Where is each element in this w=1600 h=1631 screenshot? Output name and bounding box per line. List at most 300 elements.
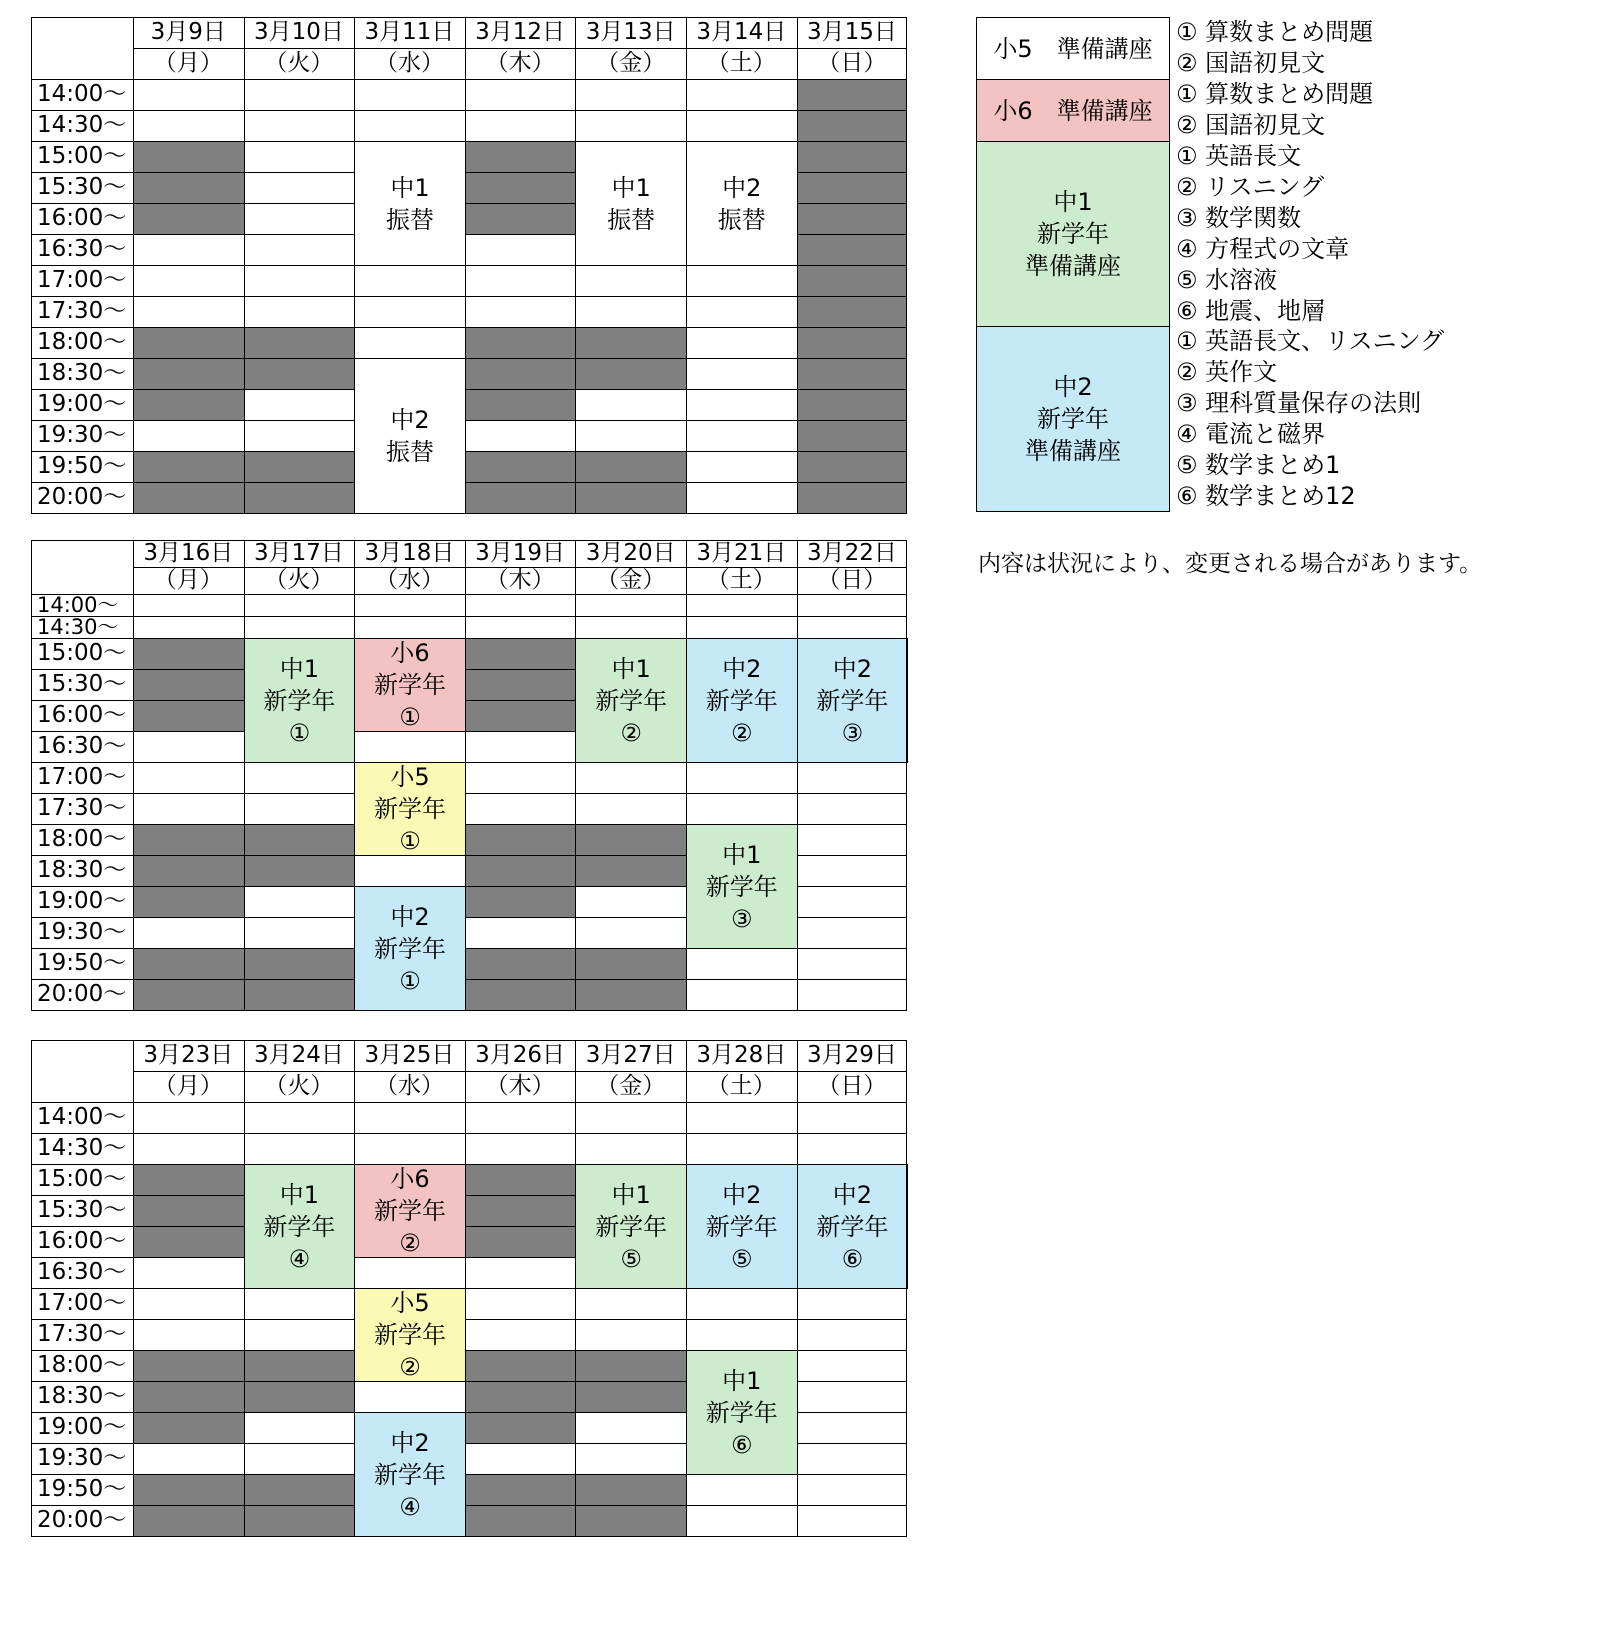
class-block xyxy=(797,1164,909,1289)
unavailable-slot xyxy=(244,948,355,979)
schedule-slot xyxy=(797,948,908,979)
schedule-slot xyxy=(244,762,355,793)
legend-item: ② リスニング xyxy=(1176,173,1325,201)
unavailable-slot xyxy=(465,451,576,482)
schedule-slot xyxy=(133,1443,244,1474)
schedule-slot xyxy=(686,1102,797,1133)
unavailable-slot xyxy=(133,358,244,389)
schedule-slot xyxy=(244,296,355,327)
schedule-slot xyxy=(686,451,797,482)
schedule-slot xyxy=(465,420,576,451)
time-label: 19:30～ xyxy=(37,919,127,945)
schedule-slot xyxy=(575,389,686,420)
class-block-line: 中1 xyxy=(722,840,762,869)
schedule-slot xyxy=(575,917,686,948)
time-label: 16:30～ xyxy=(37,236,127,262)
unavailable-slot xyxy=(797,110,908,141)
legend-item: ② 国語初見文 xyxy=(1176,111,1326,139)
schedule-slot xyxy=(797,886,908,917)
class-block-line: 中1 xyxy=(722,1366,762,1395)
unavailable-slot xyxy=(797,203,908,234)
notice-text: 内容は状況により、変更される場合があります。 xyxy=(978,551,1483,577)
schedule-slot xyxy=(575,616,686,638)
unavailable-slot xyxy=(575,948,686,979)
date-label: 3月10日 xyxy=(253,19,344,45)
date-label: 3月9日 xyxy=(150,19,226,45)
schedule-slot xyxy=(575,420,686,451)
class-block-line: 新学年 xyxy=(705,1212,778,1241)
unavailable-slot xyxy=(465,327,576,358)
weekday-label: （火） xyxy=(264,567,334,593)
weekday-label: （月） xyxy=(153,567,223,593)
date-label: 3月16日 xyxy=(143,540,234,566)
schedule-slot xyxy=(244,1319,355,1350)
weekday-label: （土） xyxy=(706,50,776,76)
time-label: 17:00～ xyxy=(37,764,127,790)
unavailable-slot xyxy=(575,855,686,886)
time-label: 14:30～ xyxy=(37,1135,127,1161)
time-label: 19:00～ xyxy=(37,1414,127,1440)
schedule-slot xyxy=(133,793,244,824)
unavailable-slot xyxy=(133,389,244,420)
schedule-slot xyxy=(575,1288,686,1319)
legend-item: ④ 方程式の文章 xyxy=(1176,235,1350,263)
schedule-slot xyxy=(797,1102,908,1133)
schedule-slot xyxy=(133,1288,244,1319)
schedule-slot xyxy=(133,616,244,638)
class-block xyxy=(354,638,466,732)
legend-item: ⑥ 地震、地層 xyxy=(1176,297,1326,325)
schedule-slot xyxy=(686,1288,797,1319)
time-label: 20:00～ xyxy=(37,981,127,1007)
class-block-line: 振替 xyxy=(385,205,434,234)
schedule-slot xyxy=(575,793,686,824)
class-block xyxy=(354,141,466,266)
time-label: 19:50～ xyxy=(37,453,127,479)
unavailable-slot xyxy=(133,1195,244,1226)
unavailable-slot xyxy=(465,203,576,234)
date-label: 3月28日 xyxy=(696,1042,787,1068)
class-block-line: ① xyxy=(399,703,421,731)
corner-cell xyxy=(31,1040,133,1102)
schedule-slot xyxy=(244,265,355,296)
schedule-slot xyxy=(244,110,355,141)
schedule-slot xyxy=(575,1133,686,1164)
unavailable-slot xyxy=(465,141,576,172)
schedule-slot xyxy=(686,482,797,513)
unavailable-slot xyxy=(133,1505,244,1536)
date-label: 3月18日 xyxy=(364,540,455,566)
unavailable-slot xyxy=(133,824,244,855)
unavailable-slot xyxy=(133,1226,244,1257)
class-block-line: 新学年 xyxy=(816,686,889,715)
legend-label-line: 中1 xyxy=(1053,188,1093,216)
class-block-line: 中2 xyxy=(390,902,430,931)
schedule-slot xyxy=(575,1102,686,1133)
schedule-slot xyxy=(133,296,244,327)
schedule-slot xyxy=(244,616,355,638)
unavailable-slot xyxy=(797,482,908,513)
date-label: 3月27日 xyxy=(585,1042,676,1068)
schedule-slot xyxy=(133,79,244,110)
unavailable-slot xyxy=(133,327,244,358)
schedule-slot xyxy=(244,793,355,824)
class-block-line: 中2 xyxy=(722,654,762,683)
unavailable-slot xyxy=(575,1350,686,1381)
time-label: 16:00～ xyxy=(37,1228,127,1254)
unavailable-slot xyxy=(244,482,355,513)
schedule-slot xyxy=(686,296,797,327)
time-label: 19:50～ xyxy=(37,1476,127,1502)
unavailable-slot xyxy=(133,855,244,886)
schedule-slot xyxy=(133,234,244,265)
schedule-slot xyxy=(797,1474,908,1505)
legend-item: ③ 数学関数 xyxy=(1176,204,1302,232)
class-block-line: 新学年 xyxy=(595,1212,668,1241)
schedule-slot xyxy=(354,616,465,638)
unavailable-slot xyxy=(465,358,576,389)
schedule-slot xyxy=(686,1319,797,1350)
class-block-line: 新学年 xyxy=(373,1460,446,1489)
class-block xyxy=(686,824,798,949)
class-block xyxy=(686,1350,798,1475)
time-label: 19:00～ xyxy=(37,391,127,417)
weekday-label: （木） xyxy=(485,50,555,76)
unavailable-slot xyxy=(244,855,355,886)
unavailable-slot xyxy=(465,482,576,513)
class-block xyxy=(686,1164,798,1289)
date-label: 3月29日 xyxy=(806,1042,897,1068)
date-label: 3月21日 xyxy=(696,540,787,566)
schedule-slot xyxy=(244,79,355,110)
class-block xyxy=(686,141,798,266)
class-block xyxy=(354,1412,466,1537)
schedule-slot xyxy=(133,594,244,616)
class-block-line: ② xyxy=(620,718,642,747)
legend-item: ③ 理科質量保存の法則 xyxy=(1176,389,1422,417)
schedule-slot xyxy=(465,265,576,296)
schedule-slot xyxy=(797,594,908,616)
class-block-line: 新学年 xyxy=(263,686,336,715)
schedule-slot xyxy=(465,110,576,141)
class-block-line: ② xyxy=(399,1353,421,1381)
schedule-slot xyxy=(575,110,686,141)
schedule-slot xyxy=(354,1257,465,1288)
unavailable-slot xyxy=(133,1474,244,1505)
unavailable-slot xyxy=(797,172,908,203)
schedule-slot xyxy=(244,1443,355,1474)
class-block xyxy=(686,638,798,763)
schedule-slot xyxy=(797,917,908,948)
time-label: 16:00～ xyxy=(37,702,127,728)
class-block-line: ④ xyxy=(399,1492,421,1521)
schedule-slot xyxy=(686,1505,797,1536)
unavailable-slot xyxy=(465,638,576,669)
class-block-line: 中2 xyxy=(832,1180,873,1209)
schedule-slot xyxy=(797,1319,908,1350)
class-block xyxy=(575,141,687,266)
class-block-line: ② xyxy=(731,718,753,747)
class-block-line: 小6 xyxy=(390,639,430,667)
schedule-slot xyxy=(686,948,797,979)
unavailable-slot xyxy=(244,451,355,482)
schedule-slot xyxy=(354,855,465,886)
time-label: 14:00～ xyxy=(37,592,119,617)
time-label: 17:30～ xyxy=(37,795,127,821)
legend-item: ① 英語長文 xyxy=(1176,142,1302,170)
schedule-slot xyxy=(354,1133,465,1164)
weekday-label: （木） xyxy=(485,567,555,593)
schedule-slot xyxy=(686,1474,797,1505)
schedule-slot xyxy=(244,886,355,917)
class-block-line: 新学年 xyxy=(816,1212,889,1241)
time-label: 15:00～ xyxy=(37,143,127,169)
unavailable-slot xyxy=(465,1226,576,1257)
unavailable-slot xyxy=(133,203,244,234)
unavailable-slot xyxy=(575,482,686,513)
class-block-line: ⑤ xyxy=(620,1244,642,1273)
legend-label-box xyxy=(976,141,1170,327)
unavailable-slot xyxy=(465,1195,576,1226)
class-block xyxy=(354,762,466,856)
unavailable-slot xyxy=(133,886,244,917)
date-label: 3月14日 xyxy=(696,19,787,45)
corner-cell xyxy=(31,17,133,79)
unavailable-slot xyxy=(465,979,576,1010)
schedule-slot xyxy=(797,1443,908,1474)
time-label: 19:30～ xyxy=(37,1445,127,1471)
time-label: 15:00～ xyxy=(37,640,127,666)
class-block-line: 新学年 xyxy=(705,686,778,715)
unavailable-slot xyxy=(575,1474,686,1505)
class-block-line: 振替 xyxy=(385,438,434,466)
legend-item: ① 英語長文、リスニング xyxy=(1176,327,1445,355)
schedule-slot xyxy=(686,1133,797,1164)
unavailable-slot xyxy=(797,234,908,265)
schedule-slot xyxy=(244,234,355,265)
date-label: 3月22日 xyxy=(806,540,897,566)
class-block-line: 中1 xyxy=(279,654,320,683)
time-label: 20:00～ xyxy=(37,1507,127,1533)
time-label: 18:00～ xyxy=(37,1352,127,1378)
unavailable-slot xyxy=(133,172,244,203)
time-label: 17:30～ xyxy=(37,1321,127,1347)
class-block-line: ① xyxy=(288,718,311,747)
legend-label-line: 新学年 xyxy=(1037,405,1109,433)
unavailable-slot xyxy=(244,979,355,1010)
class-block-line: ⑤ xyxy=(731,1244,753,1273)
weekday-label: （金） xyxy=(596,1073,666,1099)
unavailable-slot xyxy=(575,1381,686,1412)
schedule-slot xyxy=(686,762,797,793)
weekday-label: （火） xyxy=(264,1073,334,1099)
schedule-slot xyxy=(354,265,465,296)
time-label: 18:00～ xyxy=(37,826,127,852)
unavailable-slot xyxy=(133,482,244,513)
class-block-line: 中2 xyxy=(390,406,430,434)
schedule-slot xyxy=(133,917,244,948)
schedule-slot xyxy=(465,917,576,948)
schedule-slot xyxy=(244,594,355,616)
schedule-slot xyxy=(133,420,244,451)
schedule-slot xyxy=(133,1133,244,1164)
date-label: 3月25日 xyxy=(364,1042,455,1068)
schedule-slot xyxy=(354,594,465,616)
date-label: 3月15日 xyxy=(806,19,897,45)
unavailable-slot xyxy=(133,1381,244,1412)
schedule-slot xyxy=(797,793,908,824)
class-block-line: 新学年 xyxy=(373,1321,446,1349)
date-label: 3月20日 xyxy=(585,540,676,566)
unavailable-slot xyxy=(133,948,244,979)
legend-label-line: 準備講座 xyxy=(1025,437,1121,465)
schedule-slot xyxy=(244,1412,355,1443)
unavailable-slot xyxy=(244,1350,355,1381)
schedule-slot xyxy=(465,731,576,762)
class-block-line: ② xyxy=(399,1229,421,1257)
legend-label-line: 準備講座 xyxy=(1025,252,1121,280)
schedule-slot xyxy=(244,389,355,420)
schedule-slot xyxy=(575,1443,686,1474)
legend-label-box xyxy=(976,79,1170,142)
time-label: 19:50～ xyxy=(37,950,127,976)
schedule-slot xyxy=(686,793,797,824)
class-block-line: ④ xyxy=(288,1244,311,1273)
unavailable-slot xyxy=(797,389,908,420)
unavailable-slot xyxy=(133,1412,244,1443)
class-block-line: 中2 xyxy=(390,1428,430,1457)
schedule-slot xyxy=(686,79,797,110)
class-block-line: 小6 xyxy=(390,1165,430,1193)
class-block-line: 新学年 xyxy=(373,934,446,963)
class-block xyxy=(575,1164,687,1289)
weekday-label: （日） xyxy=(817,50,887,76)
class-block-line: 中1 xyxy=(611,654,651,683)
unavailable-slot xyxy=(244,1381,355,1412)
class-block xyxy=(354,1164,466,1258)
schedule-slot xyxy=(465,79,576,110)
schedule-slot xyxy=(686,420,797,451)
date-label: 3月23日 xyxy=(143,1042,234,1068)
time-label: 20:00～ xyxy=(37,484,127,510)
class-block-line: 新学年 xyxy=(373,795,446,823)
schedule-slot xyxy=(133,265,244,296)
unavailable-slot xyxy=(797,451,908,482)
legend-label-box xyxy=(976,326,1170,512)
schedule-slot xyxy=(465,762,576,793)
weekday-label: （水） xyxy=(374,50,444,76)
legend-label-line: 小5 準備講座 xyxy=(993,34,1153,63)
class-block xyxy=(575,638,687,763)
schedule-slot xyxy=(133,1102,244,1133)
legend-label-box xyxy=(976,17,1170,80)
weekday-label: （月） xyxy=(153,1073,223,1099)
unavailable-slot xyxy=(244,824,355,855)
unavailable-slot xyxy=(244,1474,355,1505)
class-block-line: ⑥ xyxy=(731,1430,753,1459)
unavailable-slot xyxy=(465,1474,576,1505)
unavailable-slot xyxy=(797,358,908,389)
class-block-line: 中1 xyxy=(611,173,651,202)
schedule-slot xyxy=(133,1319,244,1350)
time-label: 17:00～ xyxy=(37,267,127,293)
unavailable-slot xyxy=(465,855,576,886)
class-block xyxy=(354,358,466,514)
schedule-slot xyxy=(465,594,576,616)
class-block-line: 小5 xyxy=(390,763,430,791)
schedule-slot xyxy=(354,110,465,141)
time-label: 16:30～ xyxy=(37,733,127,759)
unavailable-slot xyxy=(575,824,686,855)
legend-item: ④ 電流と磁界 xyxy=(1176,420,1326,448)
schedule-slot xyxy=(686,358,797,389)
unavailable-slot xyxy=(133,979,244,1010)
time-label: 14:00～ xyxy=(37,1104,127,1130)
schedule-slot xyxy=(354,79,465,110)
class-block xyxy=(797,638,909,763)
time-label: 19:00～ xyxy=(37,888,127,914)
class-block-line: 新学年 xyxy=(263,1212,336,1241)
schedule-slot xyxy=(797,1133,908,1164)
legend-item: ⑤ 数学まとめ1 xyxy=(1176,451,1341,479)
unavailable-slot xyxy=(244,1505,355,1536)
class-block-line: ① xyxy=(399,966,421,995)
unavailable-slot xyxy=(797,420,908,451)
time-label: 16:00～ xyxy=(37,205,127,231)
class-block-line: 中2 xyxy=(722,173,762,202)
schedule-slot xyxy=(797,1412,908,1443)
time-label: 18:30～ xyxy=(37,360,127,386)
weekday-label: （土） xyxy=(706,1073,776,1099)
schedule-slot xyxy=(465,793,576,824)
time-label: 15:00～ xyxy=(37,1166,127,1192)
schedule-slot xyxy=(797,824,908,855)
legend-item: ② 国語初見文 xyxy=(1176,49,1326,77)
schedule-slot xyxy=(465,616,576,638)
schedule-slot xyxy=(575,1319,686,1350)
unavailable-slot xyxy=(797,141,908,172)
unavailable-slot xyxy=(465,172,576,203)
unavailable-slot xyxy=(575,451,686,482)
unavailable-slot xyxy=(244,327,355,358)
schedule-slot xyxy=(797,855,908,886)
schedule-slot xyxy=(465,1319,576,1350)
schedule-slot xyxy=(354,731,465,762)
time-label: 17:30～ xyxy=(37,298,127,324)
weekday-label: （火） xyxy=(264,50,334,76)
class-block-line: 中1 xyxy=(390,173,430,202)
unavailable-slot xyxy=(133,451,244,482)
schedule-slot xyxy=(797,1505,908,1536)
weekday-label: （金） xyxy=(596,50,666,76)
class-block-line: ⑥ xyxy=(841,1244,864,1273)
unavailable-slot xyxy=(465,948,576,979)
date-label: 3月24日 xyxy=(253,1042,344,1068)
legend-label-line: 中2 xyxy=(1053,373,1093,401)
class-block-line: ③ xyxy=(731,904,753,933)
class-block-line: 振替 xyxy=(717,205,766,234)
schedule-slot xyxy=(354,1102,465,1133)
legend-item: ① 算数まとめ問題 xyxy=(1176,18,1374,46)
time-label: 18:00～ xyxy=(37,329,127,355)
date-label: 3月11日 xyxy=(364,19,455,45)
unavailable-slot xyxy=(575,979,686,1010)
unavailable-slot xyxy=(797,327,908,358)
schedule-slot xyxy=(797,616,908,638)
time-label: 14:30～ xyxy=(37,112,127,138)
class-block-line: 振替 xyxy=(607,205,656,234)
time-label: 16:30～ xyxy=(37,1259,127,1285)
